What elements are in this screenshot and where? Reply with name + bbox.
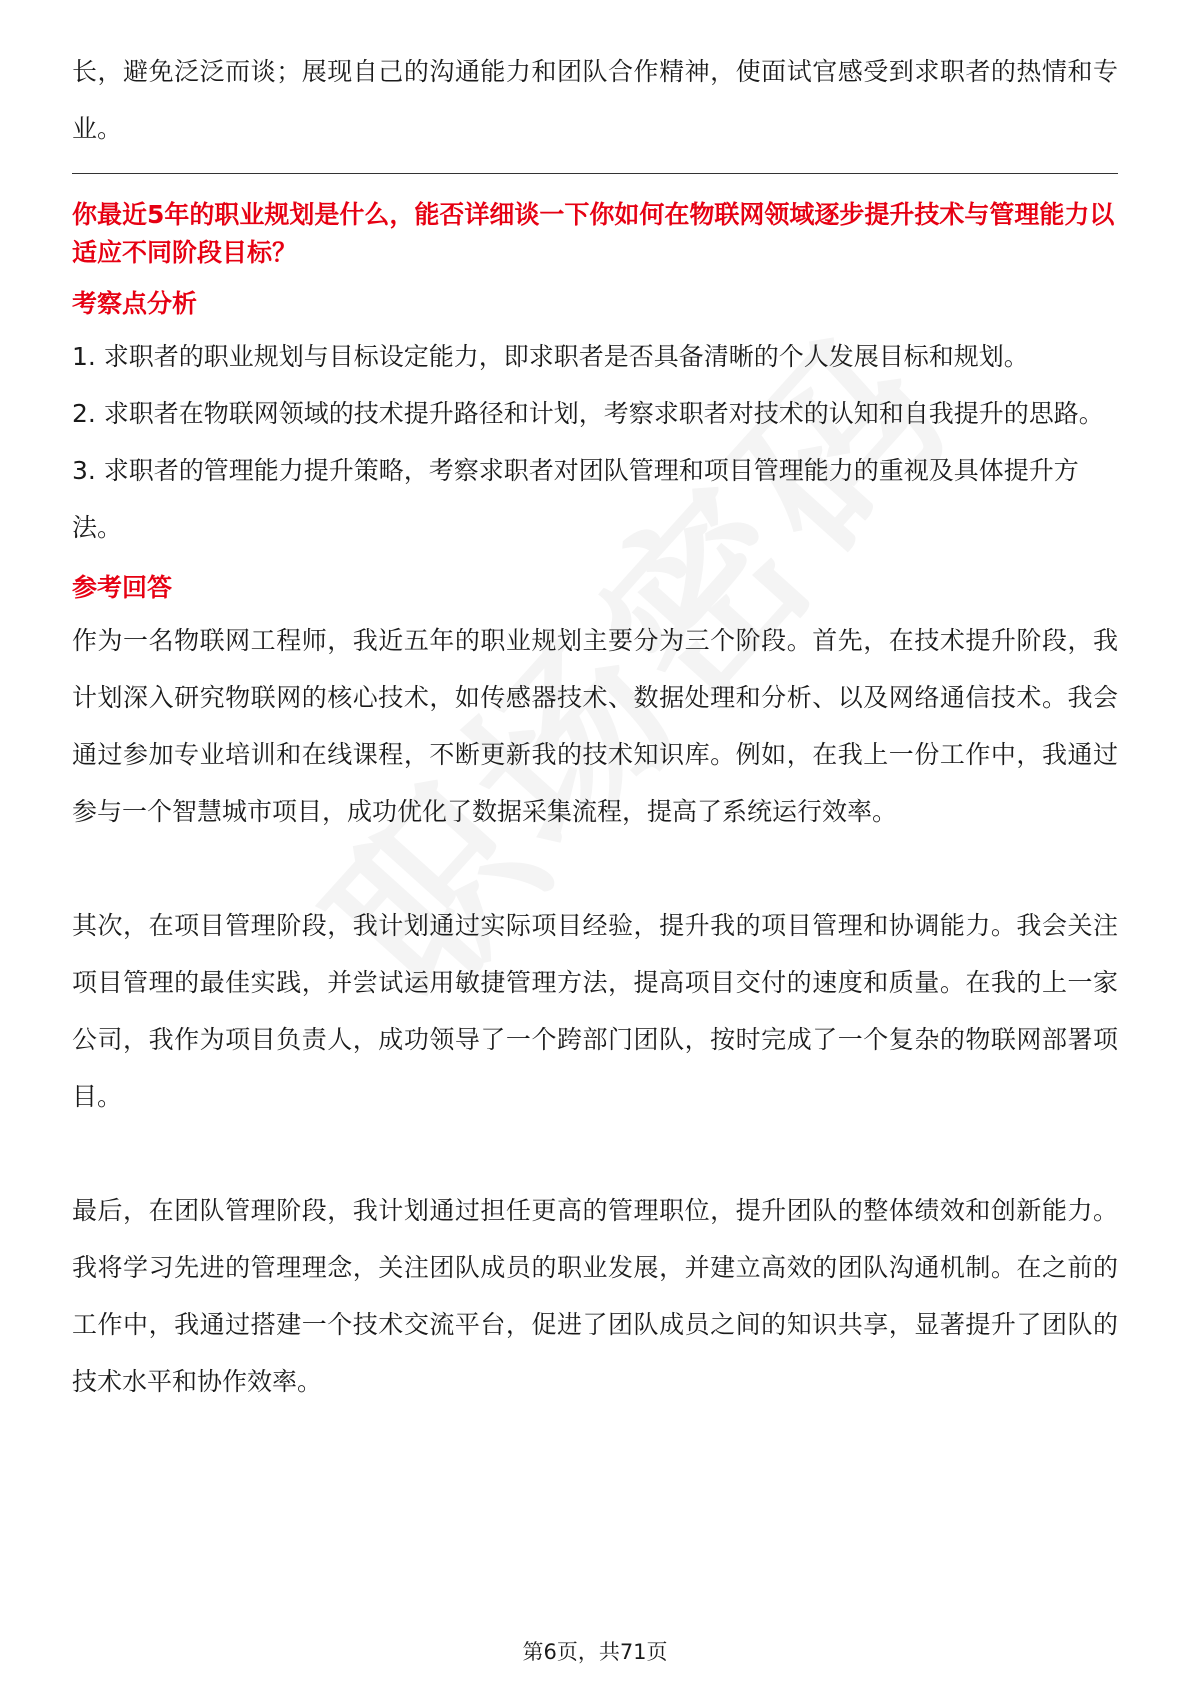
answer-body [72,612,1118,1410]
document-content [72,0,1118,1410]
paragraph-spacer [72,840,1118,897]
answer-paragraph-2: 其次，在项目管理阶段，我计划通过实际项目经验，提升我的项目管理和协调能力。我会关注项目管理的最佳实践，并尝试运用敏捷管理方法，提高项目交付的速度和质量。在我的上一家公司，我作为项目负责人，成功领导了一个跨部门团队，按时完成了一个复杂的物联网部署项目。 [72,911,1118,1111]
interview-question: 你最近5年的职业规划是什么，能否详细谈一下你如何在物联网领域逐步提升技术与管理能力以适应不同阶段目标？ [72,200,1115,267]
analysis-item-2: 2. 求职者在物联网领域的技术提升路径和计划，考察求职者对技术的认知和自我提升的思路。 [72,399,1104,428]
answer-paragraph-1: 作为一名物联网工程师，我近五年的职业规划主要分为三个阶段。首先，在技术提升阶段，我计划深入研究物联网的核心技术，如传感器技术、数据处理和分析、以及网络通信技术。我会通过参加专业培训和在线课程，不断更新我的技术知识库。例如，在我上一份工作中，我通过参与一个智慧城市项目，成功优化了数据采集流程，提高了系统运行效率。 [72,626,1118,826]
analysis-list [72,328,1118,556]
section-divider [72,173,1118,174]
analysis-heading: 考察点分析 [72,289,198,318]
analysis-item-3: 3. 求职者的管理能力提升策略，考察求职者对团队管理和项目管理能力的重视及具体提升方法。 [72,456,1079,542]
answer-heading: 参考回答 [72,573,173,602]
analysis-item-1: 1. 求职者的职业规划与目标设定能力，即求职者是否具备清晰的个人发展目标和规划。 [72,342,1029,371]
answer-paragraph-3: 最后，在团队管理阶段，我计划通过担任更高的管理职位，提升团队的整体绩效和创新能力。我将学习先进的管理理念，关注团队成员的职业发展，并建立高效的团队沟通机制。在之前的工作中，我通过搭建一个技术交流平台，促进了团队成员之间的知识共享，显著提升了团队的技术水平和协作效率。 [72,1196,1118,1396]
paragraph-spacer [72,1125,1118,1182]
document-page [72,0,1118,1684]
page-number-footer: 第6页，共71页 [522,1640,668,1664]
intro-paragraph: 长，避免泛泛而谈；展现自己的沟通能力和团队合作精神，使面试官感受到求职者的热情和专业。 [72,57,1118,143]
